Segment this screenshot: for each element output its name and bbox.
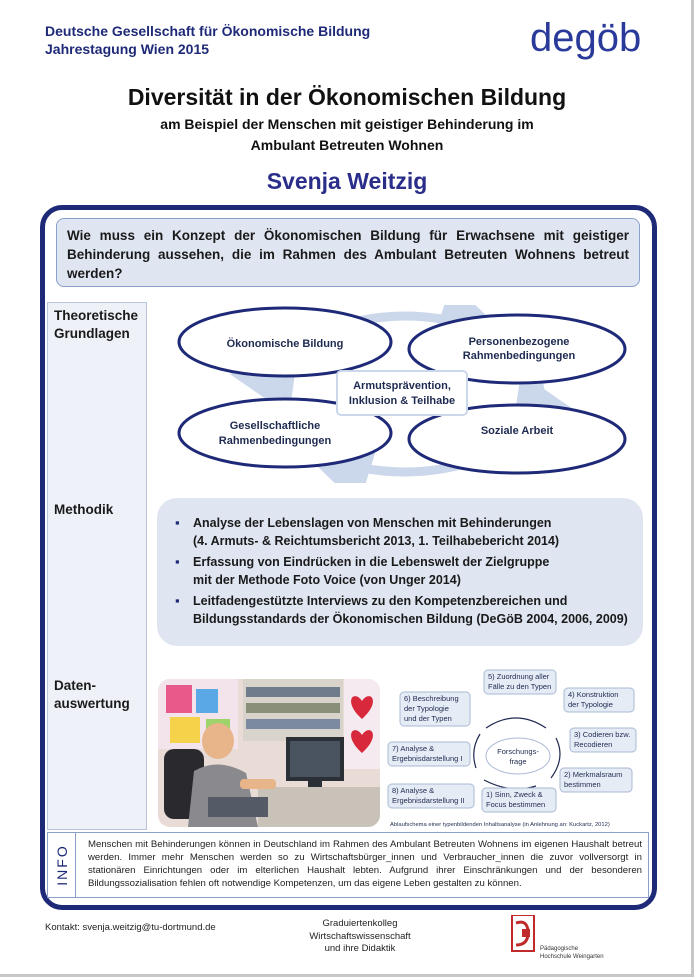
scheme-step-3-line1: 3) Codieren bzw.: [574, 730, 631, 739]
section-label-data-line2: auswertung: [54, 696, 130, 711]
cycle-center-box: [337, 371, 467, 415]
cycle-center-line2: Inklusion & Teilhabe: [348, 395, 456, 407]
scheme-step-2-line2: bestimmen: [564, 780, 601, 789]
methodik-item-3: [175, 592, 629, 628]
section-label-data: [54, 677, 130, 713]
cycle-label-personen-2: Rahmenbedingungen: [462, 350, 576, 362]
kolleg-line-3: und ihre Didaktik: [324, 943, 396, 954]
section-label-theory-line2: Grundlagen: [54, 326, 130, 341]
scheme-step-6-line3: und der Typen: [404, 714, 452, 723]
author-name: Svenja Weitzig: [266, 168, 428, 194]
degoeb-logo: degöb: [530, 16, 642, 60]
methodik-item-2-line1: ▪ Erfassung von Eindrücken in die Lebenswelt der Zielgruppe: [193, 555, 550, 569]
scheme-step-7-line1: 7) Analyse &: [392, 744, 435, 753]
poster-title: Diversität in der Ökonomischen Bildung: [127, 84, 567, 110]
subtitle-line-2: Ambulant Betreuten Wohnen: [250, 137, 444, 153]
kolleg-line-2: Wirtschaftswissenschaft: [309, 930, 411, 942]
methodik-item-2-line2: mit der Methode Foto Voice (von Unger 2014): [193, 573, 461, 587]
phw-line-1: Pädagogische: [540, 946, 579, 952]
scheme-center-line2: frage: [509, 757, 527, 766]
photo-man-at-computer: [158, 679, 380, 827]
poster-subtitle: [0, 114, 694, 156]
methodik-item-1: [175, 514, 629, 550]
scheme-step-6-line2: der Typologie: [404, 704, 449, 713]
scheme-step-7-line2: Ergebnisdarstellung I: [392, 754, 463, 763]
info-text: Menschen mit Behinderungen können in Deutschland im Rahmen des Ambulant Betreuten Wohnens im eigenen Haushalt betreut werden. Immer mehr Menschen werden so zu Wirtschaftsbürger_innen und Verbraucher_innen die zuvor vollversorgt in stationären Einrichtungen oder im elterlichen Haushalt lebten. Aufgrund ihrer Einschränkungen und der besonderen Bildungssozialisation fehlen oft notwendige Kompetenzen, um das eigene Leben gestalten zu können.: [88, 839, 642, 889]
contact-email: Kontakt: svenja.weitzig@tu-dortmund.de: [45, 922, 216, 933]
cycle-label-gesell-2: Rahmenbedingungen: [218, 435, 332, 447]
conference-info: [45, 22, 370, 58]
theory-cycle-diagram: [175, 305, 635, 483]
section-label-theory-line1: Theoretische: [54, 308, 139, 323]
conference-name: Deutsche Gesellschaft für Ökonomische Bildung: [45, 23, 371, 39]
scheme-step-4-line1: 4) Konstruktion: [568, 690, 619, 699]
scheme-step-8-line1: 8) Analyse &: [392, 786, 435, 795]
section-label-data-line1: Daten-: [54, 678, 97, 693]
methodik-item-3-line2: Bildungsstandards der Ökonomischen Bildung (DeGöB 2004, 2006, 2009): [193, 612, 628, 626]
kolleg-line-1: Graduiertenkolleg: [322, 918, 398, 929]
info-label: INFO: [54, 844, 70, 886]
methodik-box: [157, 498, 643, 646]
info-label-box: [48, 833, 76, 897]
cycle-label-oekonomische: Ökonomische Bildung: [226, 338, 344, 350]
scheme-step-1-line2: Focus bestimmen: [486, 800, 546, 809]
scheme-step-1-line1: 1) Sinn, Zweck &: [486, 790, 543, 799]
phw-line-2: Hochschule Weingarten: [540, 953, 604, 960]
cycle-label-gesell-1: Gesellschaftliche: [229, 420, 321, 432]
research-question: Wie muss ein Konzept der Ökonomischen Bildung für Erwachsene mit geistiger Behinderung aussehen, die im Rahmen des Ambulant Betreuten Wohnens betreut werden?: [56, 218, 640, 287]
methodik-item-3-line1: ▪ Leitfadengestützte Interviews zu den Kompetenzbereichen und: [193, 594, 568, 608]
scheme-step-6-line1: 6) Beschreibung: [404, 694, 459, 703]
scheme-cycle-arrow-2: [551, 738, 560, 778]
section-label-method: Methodik: [54, 502, 114, 517]
cycle-center-line1: Armutsprävention,: [353, 380, 451, 392]
graduiertenkolleg: [270, 918, 450, 956]
typology-scheme-diagram: [386, 668, 648, 834]
scheme-cycle-arrow: [486, 718, 546, 728]
scheme-step-4-line2: der Typologie: [568, 700, 613, 709]
scheme-caption: Ablaufschema einer typenbildenden Inhaltsanalyse (in Anlehnung an: Kuckartz, 2012): [390, 822, 610, 828]
section-label-column: [47, 302, 147, 830]
conference-event: Jahrestagung Wien 2015: [45, 41, 210, 57]
scheme-cycle-arrow-4: [474, 734, 480, 768]
scheme-step-5-line1: 5) Zuordnung aller: [488, 672, 550, 681]
cycle-label-sozial: Soziale Arbeit: [480, 425, 554, 437]
scheme-center-line1: Forschungs-: [497, 747, 539, 756]
scheme-step-2-line1: 2) Merkmalsraum: [564, 770, 623, 779]
cycle-label-personen-1: Personenbezogene: [468, 336, 570, 348]
methodik-item-1-line2: (4. Armuts- & Reichtumsbericht 2013, 1. Teilhabebericht 2014): [193, 534, 560, 548]
methodik-item-2: [175, 553, 629, 589]
scheme-center: [486, 738, 550, 774]
scheme-step-3-line2: Recodieren: [574, 740, 613, 749]
scheme-step-8-line2: Ergebnisdarstellung II: [392, 796, 465, 805]
methodik-item-1-line1: ▪ Analyse der Lebenslagen von Menschen mit Behinderungen: [193, 516, 552, 530]
section-label-theory: [54, 307, 138, 343]
methodik-list: [175, 514, 629, 628]
info-box: [47, 832, 649, 898]
scheme-step-5-line2: Fälle zu den Typen: [488, 682, 552, 691]
ph-weingarten-text: [540, 946, 604, 961]
subtitle-line-1: am Beispiel der Menschen mit geistiger Behinderung im: [160, 116, 534, 132]
